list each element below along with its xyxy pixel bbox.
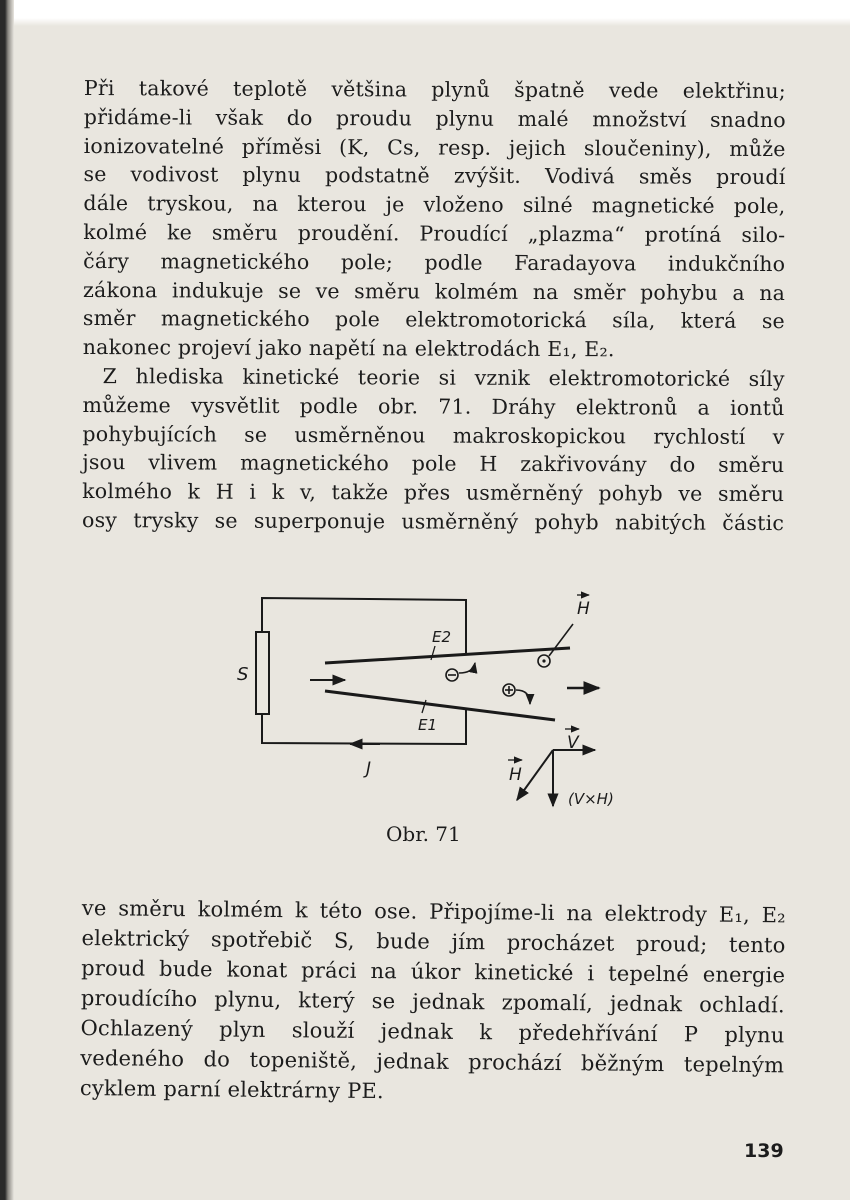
ion-symbol (503, 684, 530, 704)
text-line: proud bude konat práci na úkor kinetické i tepelné energie (81, 955, 786, 988)
text-line: dále tryskou, na kterou je vloženo silné magnetické pole, (83, 191, 786, 219)
electrode-e1 (325, 691, 555, 720)
field-out-of-page-symbol (538, 624, 573, 667)
text-line: zákona indukuje se ve směru kolmém na směr pohybu a na (83, 277, 786, 305)
electron-symbol (446, 663, 475, 681)
text-line: elektrický spotřebič S, bude jím procházet proud; tento (81, 925, 786, 958)
text-line: Ochlazený plyn slouží jednak k předehřívání P plynu (80, 1015, 785, 1048)
figure-diagram (225, 580, 645, 810)
text-line: pohybujících se usměrněnou makroskopickou rychlostí v (82, 421, 785, 449)
text-line: Při takové teplotě většina plynů špatně vede elektřinu; (83, 75, 786, 104)
label-h-top: H (577, 599, 590, 619)
text-line: jsou vlivem magnetického pole H zakřivovány do směru (82, 450, 785, 478)
electrode-e2 (325, 648, 570, 663)
text-line: přidáme-li však do proudu plynu malé množství snadno (83, 104, 786, 132)
text-line: ve směru kolmém k této ose. Připojíme-li na elektrody E₁, E₂ (81, 895, 786, 928)
page-binding-edge (0, 0, 14, 1200)
text-line: Z hlediska kinetické teorie si vznik elektromotorické síly (102, 364, 785, 392)
consumer-resistor (256, 632, 269, 714)
figure-caption: Obr. 71 (386, 822, 461, 846)
text-line: cyklem parní elektrárny PE. (79, 1075, 385, 1104)
page-number: 139 (744, 1140, 784, 1162)
label-e1: E1 (418, 716, 438, 734)
text-line: kolmé ke směru proudění. Proudící „plazma“ protíná silo- (83, 219, 786, 248)
text-line: ionizovatelné příměsi (K, Cs, resp. jejich sloučeniny), může (83, 133, 786, 161)
text-line: se vodivost plynu podstatně zvýšit. Vodivá směs proudí (83, 162, 786, 190)
text-line: proudícího plynu, který se jednak zpomalí, jednak ochladí. (80, 985, 785, 1018)
label-v: V (567, 733, 579, 753)
text-line: čáry magnetického pole; podle Faradayova indukčního (83, 248, 786, 276)
text-line: kolmého k H i k v, takže přes usměrněný pohyb ve směru (82, 479, 785, 507)
text-line: nakonec projeví jako napětí na elektrodách E₁, E₂. (82, 335, 615, 362)
label-e2-leader (431, 646, 435, 660)
label-e2: E2 (432, 628, 452, 646)
text-line: osy trysky se superponuje usměrněný pohyb nabitých částic (82, 507, 785, 536)
page-top-margin (0, 0, 850, 26)
paragraph-bottom (80, 893, 786, 1110)
text-line: můžeme vysvětlit podle obr. 71. Dráhy elektronů a iontů (82, 392, 785, 420)
label-h-bottom: H (509, 765, 522, 785)
text-line: vedeného do topeniště, jednak prochází běžným tepelným (80, 1045, 785, 1078)
label-j: J (366, 759, 372, 779)
text-line: směr magnetického pole elektromotorická síla, která se (82, 306, 785, 334)
label-s: S (237, 664, 249, 685)
label-vxh: (V×H) (568, 790, 614, 808)
paragraph-top (82, 74, 786, 538)
